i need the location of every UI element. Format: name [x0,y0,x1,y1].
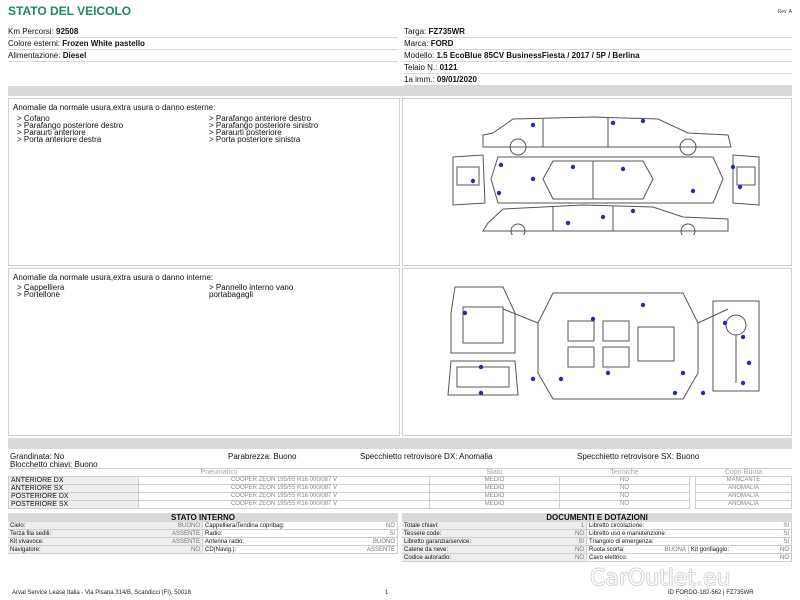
info-row: Marca: FORD [404,38,792,50]
damage-marker [497,191,501,195]
internal-damage-list-1: > Cappelliera > Portellone [17,283,65,299]
vehicle-info-left [8,26,398,62]
col-header-copri-ruota: Copri Ruota [696,469,792,477]
footer-id: ID FORDO-182-562 | FZ735WR [668,590,754,596]
internal-damage-list-2: > Pannello interno vano portabagagli [209,283,294,299]
damage-marker [559,377,563,381]
damage-marker [591,317,595,321]
col-header-stato: Stato [430,469,560,477]
damage-marker [631,209,635,213]
blocchetto-status: Blocchetto chiavi: Buono [10,460,98,469]
external-damage-list-2: > Parafango anteriore destro > Parafango posteriore sinistro > Paraurti posteriore > Porta posteriore sinistra [209,114,319,144]
table-row: Navigatore: NO CD(Navig.): ASSENTE [8,546,398,554]
damage-marker [738,185,742,189]
damage-marker [601,215,605,219]
damage-marker [566,221,570,225]
external-damage-list-1: > Cofano > Parafango posteriore destro > Paraurti anteriore > Porta anteriore destra [17,114,124,144]
table-row: Kit vivavoce: ASSENTE Antenna radio: BUONO [8,538,398,546]
stato-interno-section [8,513,398,554]
damage-marker [471,179,475,183]
damage-marker [731,165,735,169]
info-row: Colore esterni: Frozen White pastello [8,38,398,50]
damage-marker [611,121,615,125]
damage-marker [701,391,705,395]
info-row: Telaio N.: 0121 [404,62,792,74]
section-divider [8,438,792,449]
damage-marker [681,371,685,375]
specchietto-sx-status: Specchietto retrovisore SX: Buono [577,452,700,461]
external-damage-panel [8,98,400,266]
damage-marker [531,177,535,181]
tyres-header-row [9,469,792,477]
damage-marker [571,165,575,169]
car-interior-diagram [443,283,763,409]
car-exterior-diagram [443,107,763,235]
info-row: Alimentazione: Diesel [8,50,398,62]
internal-damage-panel [8,268,400,436]
table-row: Totale chiavi: 1 Libretto circolazione: SI [402,522,792,530]
page-title: STATO DEL VEICOLO [8,4,132,18]
table-row: Cielo: BUONO Cappelliera/Tendina copribag: NO [8,522,398,530]
damage-marker [747,361,751,365]
damage-marker [741,381,745,385]
table-row: Codice autoradio: NO Cavo elettrico: NO [402,554,792,562]
external-damage-title: Anomalie da normale usura,extra usura o danno esterne: [13,103,216,112]
damage-marker [499,163,503,167]
revision-label: Rev. A [777,9,792,15]
table-row: Catene da neve: NO Ruota scorta: BUONA Kit gonfiaggio: NO [402,546,792,554]
col-header-pneumatico: Pneumatico [9,469,430,477]
caroutlet-watermark: CarOutlet.eu [590,566,731,591]
table-row: ANTERIORE SX COOPER ZEON 195/55 R16 000/087 V MEDIO NO ANOMALIA [9,485,792,493]
checks-row [360,452,493,461]
table-row: POSTERIORE SX COOPER ZEON 195/55 R16 000/087 V MEDIO NO ANOMALIA [9,501,792,509]
footer-page-number: 1 [385,590,389,596]
tyres-table [8,468,792,509]
specchietto-dx-status: Specchietto retrovisore DX: Anomalia [360,452,493,461]
info-row: Km Percorsi: 92508 [8,26,398,38]
table-row: Tessere code: NO Libretto uso e manutenzione: SI [402,530,792,538]
checks-row [577,452,699,461]
damage-marker [463,311,467,315]
footer-company: Arval Service Lease Italia - Via Pisana 314/B, Scandicci (FI), 50018 [12,590,191,596]
col-header-termiche: Termiche [560,469,690,477]
table-row: Libretto garanzia/service: SI Triangolo di emergenza: SI [402,538,792,546]
damage-marker [531,377,535,381]
info-row: Modello: 1.5 EcoBlue 85CV BusinessFiesta / 2017 / 5P / Berlina [404,50,792,62]
damage-marker [641,119,645,123]
damage-marker [531,123,535,127]
table-row: POSTERIORE DX COOPER ZEON 195/55 R16 000/087 V MEDIO NO ANOMALIA [9,493,792,501]
external-diagram-panel [402,98,792,266]
damage-marker [606,371,610,375]
damage-marker [479,365,483,369]
info-row: Targa: FZ735WR [404,26,792,38]
damage-marker [741,335,745,339]
checks-row [228,452,297,461]
stato-interno-title: STATO INTERNO [8,513,398,522]
damage-marker [641,303,645,307]
damage-marker [673,391,677,395]
grandinata-status: Grandinata: No [10,452,65,461]
damage-marker [723,321,727,325]
damage-marker [479,391,483,395]
documenti-section [402,513,792,562]
table-row: Terza fila sedili: ASSENTE Radio: SI [8,530,398,538]
section-divider [8,86,792,96]
info-row: 1a imm.: 09/01/2020 [404,74,792,86]
parabrezza-status: Parabrezza: Buono [228,452,297,461]
damage-marker [691,189,695,193]
internal-damage-title: Anomalie da normale usura,extra usura o danno interne: [13,273,214,282]
documenti-title: DOCUMENTI E DOTAZIONI [402,513,792,522]
damage-marker [621,167,625,171]
table-row: ANTERIORE DX COOPER ZEON 195/55 R16 000/087 V MEDIO NO MANCANTE [9,477,792,485]
internal-diagram-panel [402,268,792,436]
vehicle-info-right [404,26,792,86]
